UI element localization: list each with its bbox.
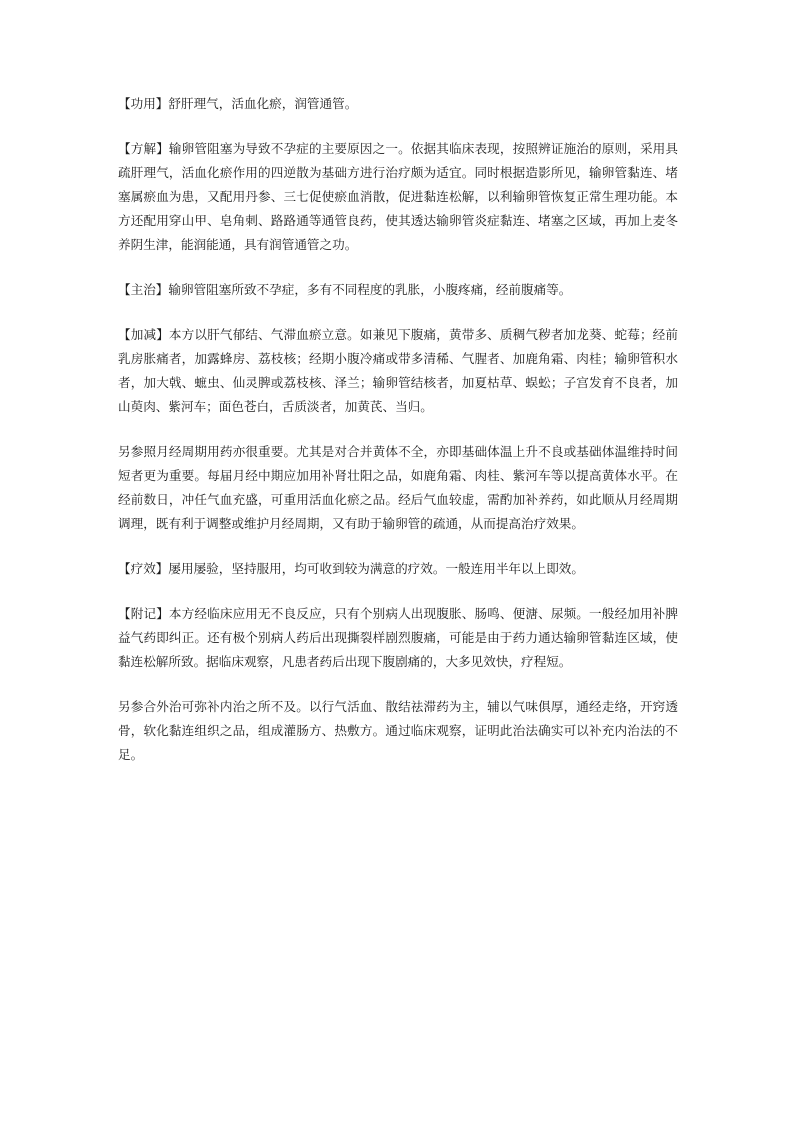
- paragraph-external-treatment: 另参合外治可弥补内治之所不及。以行气活血、散结祛滞药为主，辅以气味俱厚，通经走络，开窍透骨，软化黏连组织之品，组成灌肠方、热敷方。通过临床观察，证明此治法确实可以补充内治法的不足。: [118, 699, 678, 762]
- paragraph-indications: 【主治】输卵管阻塞所致不孕症，多有不同程度的乳胀，小腹疼痛，经前腹痛等。: [118, 282, 572, 297]
- paragraph-curative-effect: 【疗效】屡用屡验，坚持服用，均可收到较为满意的疗效。一般连用半年以上即效。: [118, 561, 584, 576]
- paragraph-notes: 【附记】本方经临床应用无不良反应，只有个别病人出现腹胀、肠鸣、便溏、尿频。一般经加用补脾益气药即纠正。还有极个别病人药后出现撕裂样剧烈腹痛，可能是由于药力通达输卵管黏连区域，使黏连松解所致。据临床观察，凡患者药后出现下腹剧痛的，大多见效快，疗程短。: [118, 606, 678, 669]
- document-body: [118, 92, 678, 788]
- paragraph-formula-explanation: 【方解】输卵管阻塞为导致不孕症的主要原因之一。依据其临床表现，按照辨证施治的原则，采用具疏肝理气，活血化瘀作用的四逆散为基础方进行治疗颇为适宜。同时根据造影所见，输卵管黏连、堵塞属瘀血为患，又配用丹参、三七促使瘀血消散，促进黏连松解，以利输卵管恢复正常生理功能。本方还配用穿山甲、皂角刺、路路通等通管良药，使其透达输卵管炎症黏连、堵塞之区域，再加上麦冬养阴生津，能润能通，具有润管通管之功。: [118, 141, 678, 252]
- paragraph-efficacy: 【功用】舒肝理气，活血化瘀，润管通管。: [118, 96, 358, 111]
- paragraph-modifications: 【加减】本方以肝气郁结、气滞血瘀立意。如兼见下腹痛，黄带多、质稠气秽者加龙葵、蛇莓；经前乳房胀痛者，加露蜂房、荔枝核；经期小腹冷痛或带多清稀、气腥者、加鹿角霜、肉桂；输卵管积水者，加大戟、蟅虫、仙灵脾或荔枝核、泽兰；输卵管结核者，加夏枯草、蜈蚣；子宫发育不良者，加山萸肉、紫河车；面色苍白，舌质淡者，加黄芪、当归。: [118, 327, 678, 414]
- paragraph-menstrual-cycle: 另参照月经周期用药亦很重要。尤其是对合并黄体不全，亦即基础体温上升不良或基础体温维持时间短者更为重要。每届月经中期应加用补肾壮阳之品，如鹿角霜、肉桂、紫河车等以提高黄体水平。在经前数日，冲任气血充盛，可重用活血化瘀之品。经后气血较虚，需酌加补养药，如此顺从月经周期调理，既有利于调整或维护月经周期，又有助于输卵管的疏通，从而提高治疗效果。: [118, 444, 678, 531]
